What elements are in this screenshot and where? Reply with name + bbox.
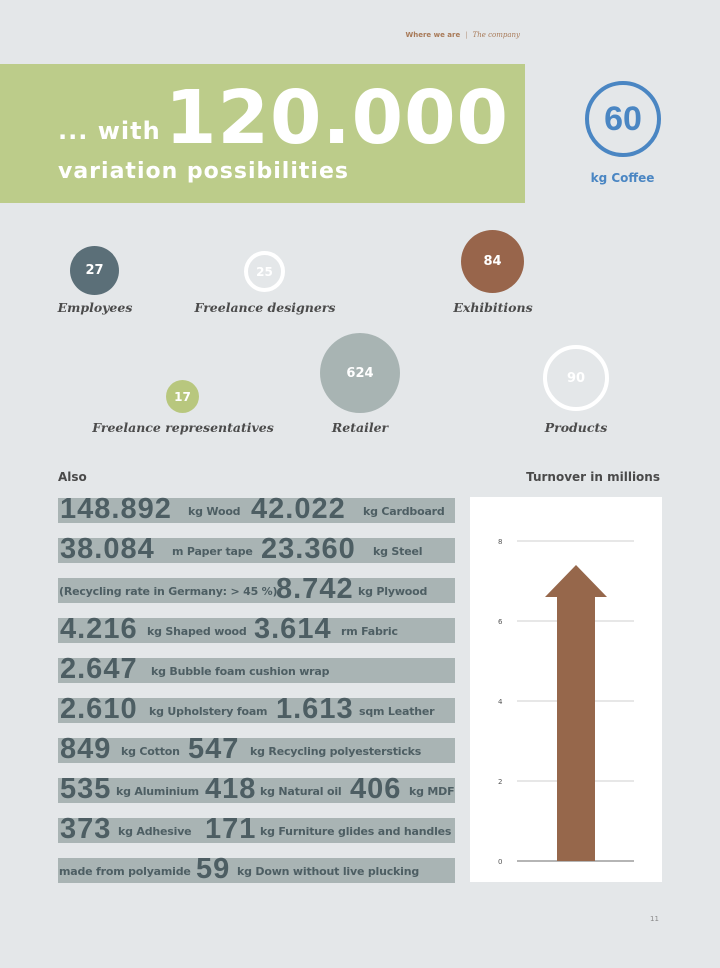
material-unit: sqm Leather — [359, 705, 435, 718]
material-unit: kg Shaped wood — [147, 625, 247, 638]
material-unit: kg Wood — [188, 505, 241, 518]
y-tick-label: 6 — [498, 618, 503, 626]
headline-subtitle: variation possibilities — [58, 159, 349, 184]
material-amount: 148.892 — [60, 493, 172, 525]
material-amount: 42.022 — [251, 493, 346, 525]
material-row — [58, 773, 455, 805]
turnover-chart-svg — [470, 497, 662, 882]
stat-circle-freelance-designers: 25 — [244, 251, 285, 292]
material-amount: 4.216 — [60, 613, 138, 645]
also-title: Also — [58, 470, 87, 484]
material-amount: 8.742 — [276, 573, 354, 605]
material-unit: kg Bubble foam cushion wrap — [151, 665, 330, 678]
turnover-chart — [470, 497, 662, 882]
stat-circle-exhibitions: 84 — [461, 230, 524, 293]
material-amount: 38.084 — [60, 533, 155, 565]
material-note: made from polyamide — [59, 865, 191, 878]
material-amount: 1.613 — [276, 693, 354, 725]
stat-circle-products: 90 — [543, 345, 609, 411]
material-unit: kg Natural oil — [260, 785, 342, 798]
material-row — [58, 653, 455, 685]
breadcrumb-section: Where we are — [405, 31, 461, 39]
material-unit: kg Steel — [373, 545, 423, 558]
material-row — [58, 813, 455, 845]
breadcrumb — [0, 31, 520, 39]
material-row — [58, 733, 455, 765]
y-tick-label: 8 — [498, 538, 503, 546]
stat-circle-retailer: 624 — [320, 333, 400, 413]
headline-prefix: ... with — [58, 117, 161, 145]
stat-circle-employees: 27 — [70, 246, 119, 295]
material-unit: kg Plywood — [358, 585, 428, 598]
material-unit: kg Down without live plucking — [237, 865, 420, 878]
material-note: (Recycling rate in Germany: > 45 %) — [59, 585, 278, 598]
stat-circle-freelance-representatives: 17 — [166, 380, 199, 413]
y-tick-label: 4 — [498, 698, 503, 706]
material-unit: rm Fabric — [341, 625, 398, 638]
coffee-label: kg Coffee — [590, 171, 655, 185]
stat-label-products: Products — [544, 420, 608, 435]
material-amount: 418 — [205, 773, 257, 805]
material-unit: kg Cardboard — [363, 505, 445, 518]
breadcrumb-separator: | — [465, 31, 468, 39]
stat-label-exhibitions: Exhibitions — [453, 300, 533, 315]
material-amount: 23.360 — [261, 533, 356, 565]
material-amount: 2.647 — [60, 653, 138, 685]
turnover-arrow-bar — [545, 565, 607, 861]
headline-number: 120.000 — [165, 75, 510, 161]
material-row — [58, 853, 455, 885]
material-unit: m Paper tape — [172, 545, 253, 558]
material-amount: 2.610 — [60, 693, 138, 725]
material-unit: kg MDF — [409, 785, 455, 798]
material-unit: kg Upholstery foam — [149, 705, 268, 718]
material-row — [58, 613, 455, 645]
material-amount: 171 — [205, 813, 257, 845]
material-amount: 535 — [60, 773, 112, 805]
material-row — [58, 573, 455, 605]
material-unit: kg Recycling polyestersticks — [250, 745, 422, 758]
material-amount: 547 — [188, 733, 240, 765]
material-unit: kg Furniture glides and handles — [260, 825, 452, 838]
material-amount: 3.614 — [254, 613, 332, 645]
material-unit: kg Aluminium — [116, 785, 199, 798]
material-row — [58, 693, 455, 725]
breadcrumb-page: The company — [472, 31, 520, 39]
stat-label-freelance-designers: Freelance designers — [194, 300, 336, 315]
y-tick-label: 2 — [498, 778, 503, 786]
stat-label-retailer: Retailer — [331, 420, 389, 435]
page-number: 11 — [650, 915, 659, 923]
material-amount: 373 — [60, 813, 112, 845]
material-row — [58, 493, 455, 525]
material-amount: 59 — [196, 853, 231, 885]
stat-label-employees: Employees — [57, 300, 133, 315]
material-unit: kg Adhesive — [118, 825, 192, 838]
material-unit: kg Cotton — [121, 745, 180, 758]
material-amount: 849 — [60, 733, 112, 765]
material-amount: 406 — [350, 773, 402, 805]
material-row — [58, 533, 455, 565]
chart-title: Turnover in millions — [526, 470, 660, 484]
stat-label-freelance-representatives: Freelance representatives — [92, 420, 274, 435]
coffee-circle: 60 — [585, 81, 661, 157]
y-tick-label: 0 — [498, 858, 503, 866]
